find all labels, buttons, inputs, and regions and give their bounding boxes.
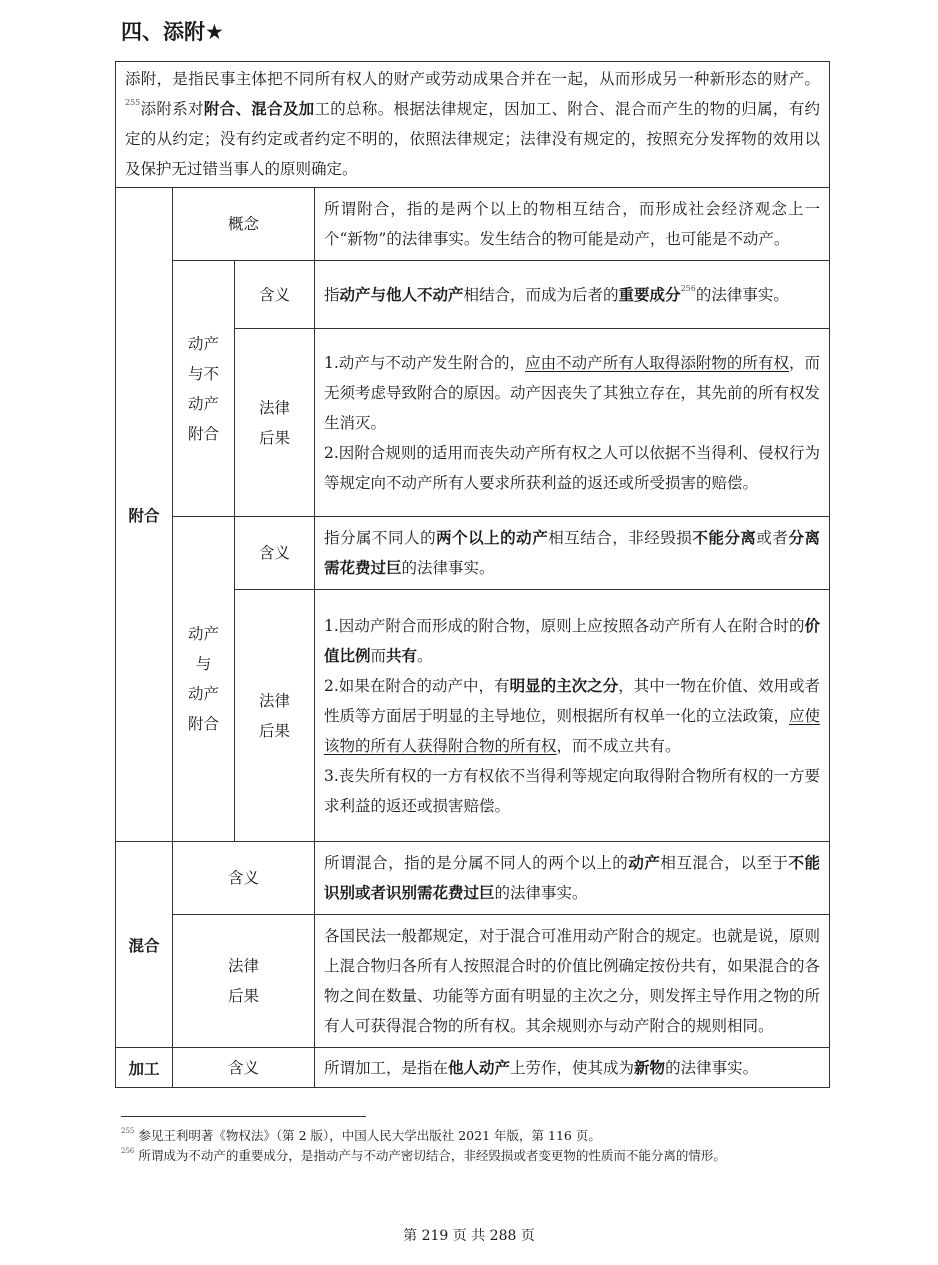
- g2-meaning-label: 含义: [235, 517, 315, 590]
- fuhe-concept-cell: [315, 188, 830, 261]
- footnote-number: 255: [121, 1127, 135, 1135]
- jiagong-row: [116, 1048, 830, 1088]
- g1-effect-underline: 应由不动产所有人取得添附物的所有权: [525, 353, 789, 372]
- jiagong-meaning-cell: [315, 1048, 830, 1088]
- jiagong-meaning-text: [315, 1051, 829, 1085]
- intro-text-1: 添附，是指民事主体把不同所有权人的财产或劳动成果合并在一起，从而形成另一种新形态的财产。: [125, 70, 821, 88]
- g2-effect-label-line: 法律: [258, 691, 290, 710]
- g1-effect-label-line: 法律: [258, 398, 290, 417]
- g1-meaning-row: [116, 261, 830, 329]
- g2-meaning-text: [315, 517, 829, 589]
- g2-meaning-part: 的法律事实。: [401, 559, 495, 577]
- g1-effect-part: 1.动产与不动产发生附合的，: [324, 353, 526, 372]
- g2-meaning-bold: 不能分离: [692, 529, 757, 547]
- g1-effect-text: [315, 342, 829, 504]
- footnote-255: [121, 1126, 821, 1146]
- g2-effect-bold: 明显的主次之分: [509, 676, 619, 695]
- jiagong-meaning-part: 所谓加工，是指在: [324, 1058, 449, 1077]
- g2-effect-bold: 共有: [386, 646, 418, 665]
- g2-effect-label: [235, 590, 315, 842]
- g1-label-line: 动产: [187, 394, 219, 413]
- g2-effect-part: 而: [370, 646, 387, 665]
- footnote-ref-255: 255: [125, 98, 141, 107]
- hunhe-meaning-label: 含义: [173, 842, 315, 915]
- g1-meaning-bold: 重要成分: [618, 285, 681, 304]
- g1-label-line: 与不: [187, 364, 219, 383]
- jiagong-meaning-bold: 他人动产: [448, 1058, 511, 1077]
- jiagong-meaning-part: 上劳作，使其成为: [510, 1058, 635, 1077]
- footnote-number: 256: [121, 1147, 135, 1155]
- g2-effect-part: ，而不成立共有。: [556, 736, 681, 755]
- hunhe-label: 混合: [116, 842, 173, 1048]
- intro-bold-terms: 附合、混合及加: [203, 100, 315, 118]
- hunhe-meaning-part: 的法律事实。: [494, 884, 588, 902]
- hunhe-effect-row: [116, 915, 830, 1048]
- g2-effect-3: 3.丧失所有权的一方有权依不当得利等规定向取得附合物所有权的一方要求利益的返还或损害赔偿。: [324, 766, 821, 815]
- g1-meaning-cell: [315, 261, 830, 329]
- g1-meaning-label: 含义: [235, 261, 315, 329]
- section-heading: 四、添附★: [121, 20, 224, 44]
- hunhe-meaning-row: [116, 842, 830, 915]
- footnote-ref-256: 256: [680, 283, 696, 293]
- footnote-256: [121, 1146, 821, 1166]
- g2-effect-bold: 价值比例: [324, 616, 821, 665]
- jiagong-meaning-part: 的法律事实。: [665, 1058, 759, 1077]
- g2-meaning-bold: 分离需花费过巨: [324, 529, 820, 577]
- g1-effect-1: [324, 348, 820, 438]
- g2-label: [173, 517, 235, 842]
- intro-text-3: 工的总称。根据法律规定，因加工、附合、混合而产生的物的归属，有约定的从约定；没有约定或者约定不明的，依照法律规定；法律没有规定的，按照充分发挥物的效用以及保护无过错当事人的原则确定。: [125, 100, 821, 178]
- g1-label-line: 附合: [187, 424, 219, 443]
- g2-meaning-bold: 两个以上的动产: [436, 529, 549, 547]
- g2-meaning-row: [116, 517, 830, 590]
- g2-meaning-cell: [315, 517, 830, 590]
- hunhe-meaning-bold: 动产: [628, 854, 661, 872]
- g2-effect-underline: 应使该物的所有人获得附合物的所有权: [324, 706, 821, 755]
- g2-effect-part: 。: [417, 646, 433, 665]
- g1-label-line: 动产: [187, 334, 219, 353]
- hunhe-meaning-part: 相互混合，以至于: [660, 854, 789, 872]
- hunhe-meaning-text: [315, 842, 829, 914]
- g2-label-line: 动产: [187, 625, 219, 643]
- g1-effect-label: [235, 329, 315, 517]
- g2-meaning-part: 或者: [756, 529, 789, 547]
- intro-text-2: 添附系对: [140, 100, 204, 118]
- hunhe-effect-cell: [315, 915, 830, 1048]
- jiagong-meaning-label: 含义: [173, 1048, 315, 1088]
- g2-effect-part: 2.如果在附合的动产中，有: [324, 676, 510, 695]
- g2-effect-part: 1.因动产附合而形成的附合物，原则上应按照各动产所有人在附合时的: [324, 616, 805, 635]
- g2-label-line: 与: [195, 655, 212, 673]
- hunhe-meaning-part: 所谓混合，指的是分属不同人的两个以上的: [324, 854, 629, 872]
- g2-meaning-part: 相互结合，非经毁损: [548, 529, 693, 547]
- g2-effect-label-line: 后果: [258, 721, 290, 740]
- g2-effect-text: [315, 605, 829, 827]
- g1-effect-part: ，而无须考虑导致附合的原因。动产因丧失了其独立存在，其先前的所有权发生消灭。: [324, 353, 821, 432]
- g1-effect-cell: [315, 329, 830, 517]
- g1-meaning-part: 的法律事实。: [695, 285, 789, 304]
- fuhe-label: 附合: [116, 188, 173, 842]
- hunhe-meaning-cell: [315, 842, 830, 915]
- hunhe-meaning-bold: 不能识别或者识别需花费过巨: [324, 854, 821, 902]
- fuhe-concept-text: 所谓附合，指的是两个以上的物相互结合，而形成社会经济观念上一个“新物”的法律事实。发生结合的物可能是动产，也可能是不动产。: [324, 200, 821, 248]
- footnote-text: 参见王利明著《物权法》（第 2 版），中国人民大学出版社 2021 年版，第 116 页。: [138, 1128, 601, 1143]
- jiagong-meaning-bold: 新物: [634, 1058, 666, 1077]
- intro-row: [116, 62, 830, 188]
- g2-effect-cell: [315, 590, 830, 842]
- fuhe-concept-row: [116, 188, 830, 261]
- g2-label-line: 附合: [187, 715, 219, 733]
- g1-effect-2: 2.因附合规则的适用而丧失动产所有权之人可以依据不当得利、侵权行为等规定向不动产所有人要求所获利益的返还或所受损害的赔偿。: [324, 443, 821, 492]
- intro-cell: [116, 62, 830, 188]
- hunhe-effect-text: 各国民法一般都规定，对于混合可准用动产附合的规定。也就是说，原则上混合物归各所有人按照混合时的价值比例确定按份共有，如果混合的各物之间在数量、功能等方面有明显的主次之分，则发挥主导作用之物的所有人可获得混合物的所有权。其余规则亦与动产附合的规则相同。: [324, 927, 821, 1035]
- fuhe-concept-label: 概念: [173, 188, 315, 261]
- jiagong-label: 加工: [116, 1048, 173, 1088]
- hunhe-effect-label-line: 后果: [227, 987, 259, 1005]
- footnote-divider: [121, 1116, 366, 1117]
- g1-meaning-part: 相结合，而成为后者的: [463, 285, 619, 304]
- footnote-text: 所谓成为不动产的重要成分，是指动产与不动产密切结合，非经毁损或者变更物的性质而不能分离的情形。: [138, 1148, 726, 1163]
- hunhe-effect-label: [173, 915, 315, 1048]
- g2-effect-part: ，其中一物在价值、效用或者性质等方面居于明显的主导地位，则根据所有权单一化的立法政策，: [324, 676, 821, 725]
- page-number: 第 219 页 共 288 页: [403, 1228, 535, 1244]
- g1-meaning-text: [315, 274, 829, 316]
- g2-effect-1: [324, 611, 820, 671]
- g2-effect-2: [324, 671, 820, 761]
- g2-label-line: 动产: [187, 685, 219, 703]
- g1-meaning-bold: 动产与他人不动产: [339, 285, 464, 304]
- hunhe-effect-label-line: 法律: [227, 957, 259, 975]
- g1-label: [173, 261, 235, 517]
- g1-meaning-part: 指: [324, 285, 340, 304]
- g2-meaning-part: 指分属不同人的: [324, 529, 437, 547]
- g1-effect-label-line: 后果: [258, 428, 290, 447]
- accession-table: [115, 61, 830, 1088]
